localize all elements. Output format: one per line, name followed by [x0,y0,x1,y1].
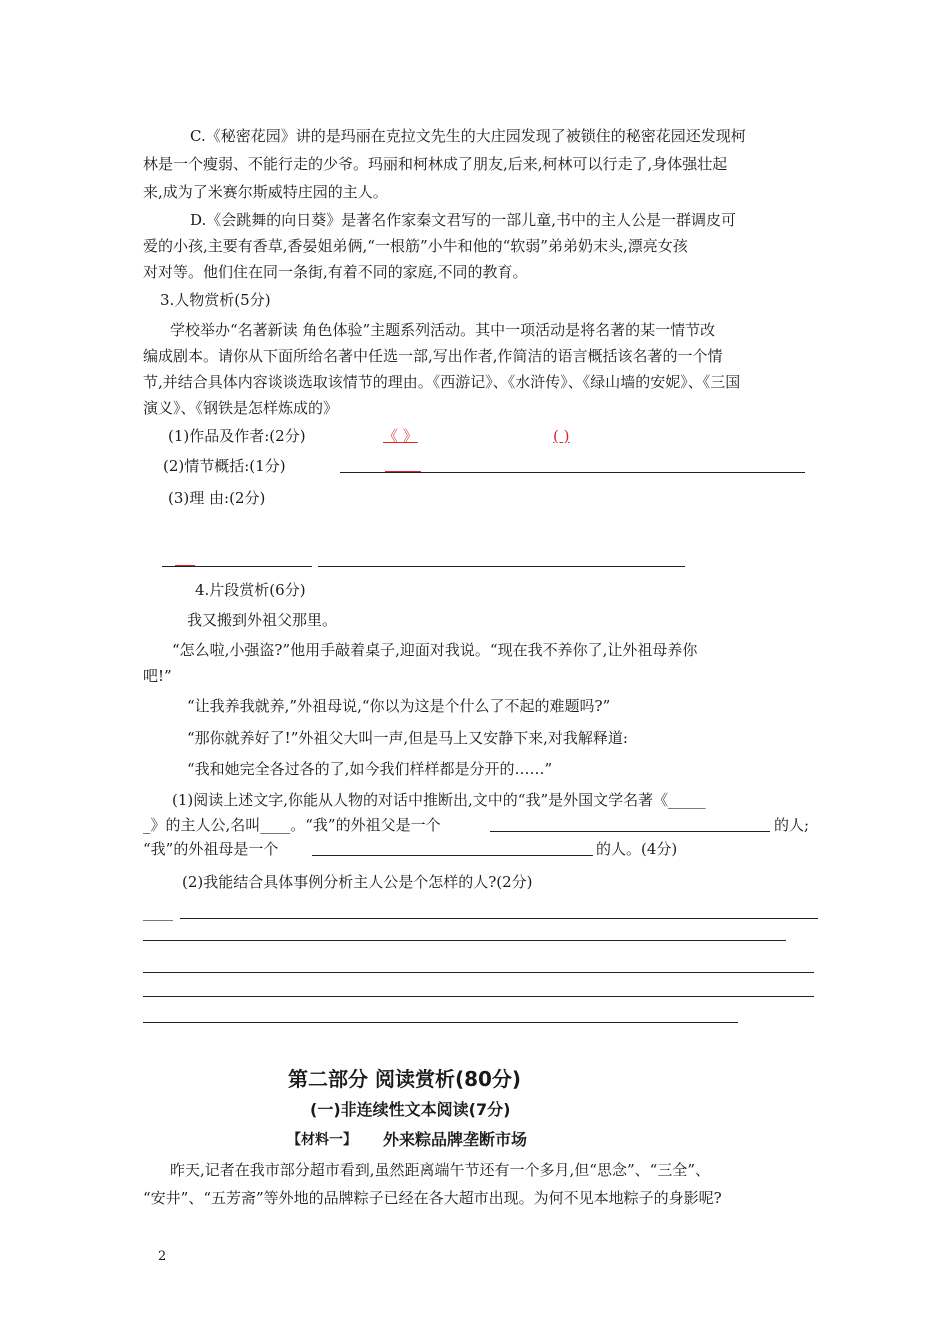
q4-part2-lead-blank: ____ [143,903,173,921]
q3-intro-line-2: 编成剧本。请你从下面所给名著中任选一部,写出作者,作简洁的语言概括该名著的一个情 [143,347,723,365]
q3-intro-line-4: 演义》、《钢铁是怎样炼成的》 [143,399,339,417]
q3-part2-label: (2)情节概括:(1分) [163,457,286,475]
option-d-line-3: 对对等。他们住在同一条街,有着不同的家庭,不同的教育。 [143,263,528,281]
q4-part2-question: (2)我能结合具体事例分析主人公是个怎样的人?(2分) [182,873,533,891]
q4-passage-line-1: 我又搬到外祖父那里。 [187,611,338,629]
page-number: 2 [158,1249,167,1264]
q4-title: 4.片段赏析(6分) [195,581,306,599]
q3-part3-answer-line-b[interactable] [318,566,685,567]
q3-author-blank[interactable]: ( ) [553,427,570,445]
answer-line-1[interactable] [180,918,818,919]
answer-line-3[interactable] [143,972,814,973]
q4-passage-line-5: “那你就养好了!”外祖父大叫一声,但是马上又安静下来,对我解释道: [187,729,628,747]
q4-passage-line-2: “怎么啦,小强盗?”他用手敲着桌子,迎面对我说。“现在我不养你了,让外祖母养你 [172,641,698,659]
q3-title: 3.人物赏析(5分) [160,291,271,309]
q3-intro-line-3: 节,并结合具体内容谈谈选取该情节的理由。《西游记》、《水浒传》、《绿山墙的安妮》、《三国 [143,373,741,391]
answer-line-5[interactable] [143,1022,738,1023]
q3-book-blank[interactable]: 《 》 [383,427,418,445]
q4-part1-line-2-end: 的人; [774,816,810,834]
material-1-tag: 【材料一】 [287,1132,357,1148]
option-c-line-1: C.《秘密花园》讲的是玛丽在克拉文先生的大庄园发现了被锁住的秘密花园还发现柯 [190,127,746,145]
q4-passage-line-4: “让我养我就养,”外祖母说,“你以为这是个什么了不起的难题吗?” [187,697,611,715]
q3-part3-label: (3)理 由:(2分) [168,489,266,507]
q3-part3-answer-line-a[interactable] [162,566,312,567]
q4-passage-line-6: “我和她完全各过各的了,如今我们样样都是分开的……” [187,760,553,778]
q4-part1-line-3-end: 的人。(4分) [596,840,678,858]
q4-passage-line-3: 吧!” [143,667,172,685]
material-1-title: 外来粽品牌垄断市场 [383,1130,528,1149]
option-c-line-3: 来,成为了米赛尔斯威特庄园的主人。 [143,183,388,201]
q3-part2-red-mark [385,471,421,472]
q3-part1-label: (1)作品及作者:(2分) [168,427,306,445]
q3-intro-line-1: 学校举办“名著新读 角色体验”主题系列活动。其中一项活动是将名著的某一情节改 [170,321,716,339]
option-c-line-2: 林是一个瘦弱、不能行走的少爷。玛丽和柯林成了朋友,后来,柯林可以行走了,身体强壮起 [143,155,728,173]
material-1-line-2: “安井”、“五芳斋”等外地的品牌粽子已经在各大超市出现。为何不见本地粽子的身影呢? [143,1189,722,1207]
q3-part2-answer-line[interactable] [340,472,805,473]
q4-part1-line-2: _》的主人公,名叫____。“我”的外祖父是一个 [143,816,441,834]
material-1-line-1: 昨天,记者在我市部分超市看到,虽然距离端午节还有一个多月,但“思念”、“三全”、 [170,1161,710,1179]
option-d-line-2: 爱的小孩,主要有香草,香晏姐弟俩,“一根筋”小牛和他的“软弱”弟弟奶末头,漂亮女孩 [143,237,688,255]
part2-title: 第二部分 阅读赏析(80分) [288,1067,522,1091]
q3-part3-red-mark [175,565,195,566]
part2-subtitle: (一)非连续性文本阅读(7分) [310,1100,511,1119]
q4-part1-line-1: (1)阅读上述文字,你能从人物的对话中推断出,文中的“我”是外国文学名著《_____ [172,791,706,809]
answer-line-4[interactable] [143,996,814,997]
answer-line-2[interactable] [143,940,786,941]
q4-grandfather-blank[interactable] [490,831,770,832]
q4-part1-line-3: “我”的外祖母是一个 [143,840,279,858]
q4-grandmother-blank[interactable] [312,855,593,856]
option-d-line-1: D.《会跳舞的向日葵》是著名作家秦文君写的一部儿童,书中的主人公是一群调皮可 [190,211,737,229]
